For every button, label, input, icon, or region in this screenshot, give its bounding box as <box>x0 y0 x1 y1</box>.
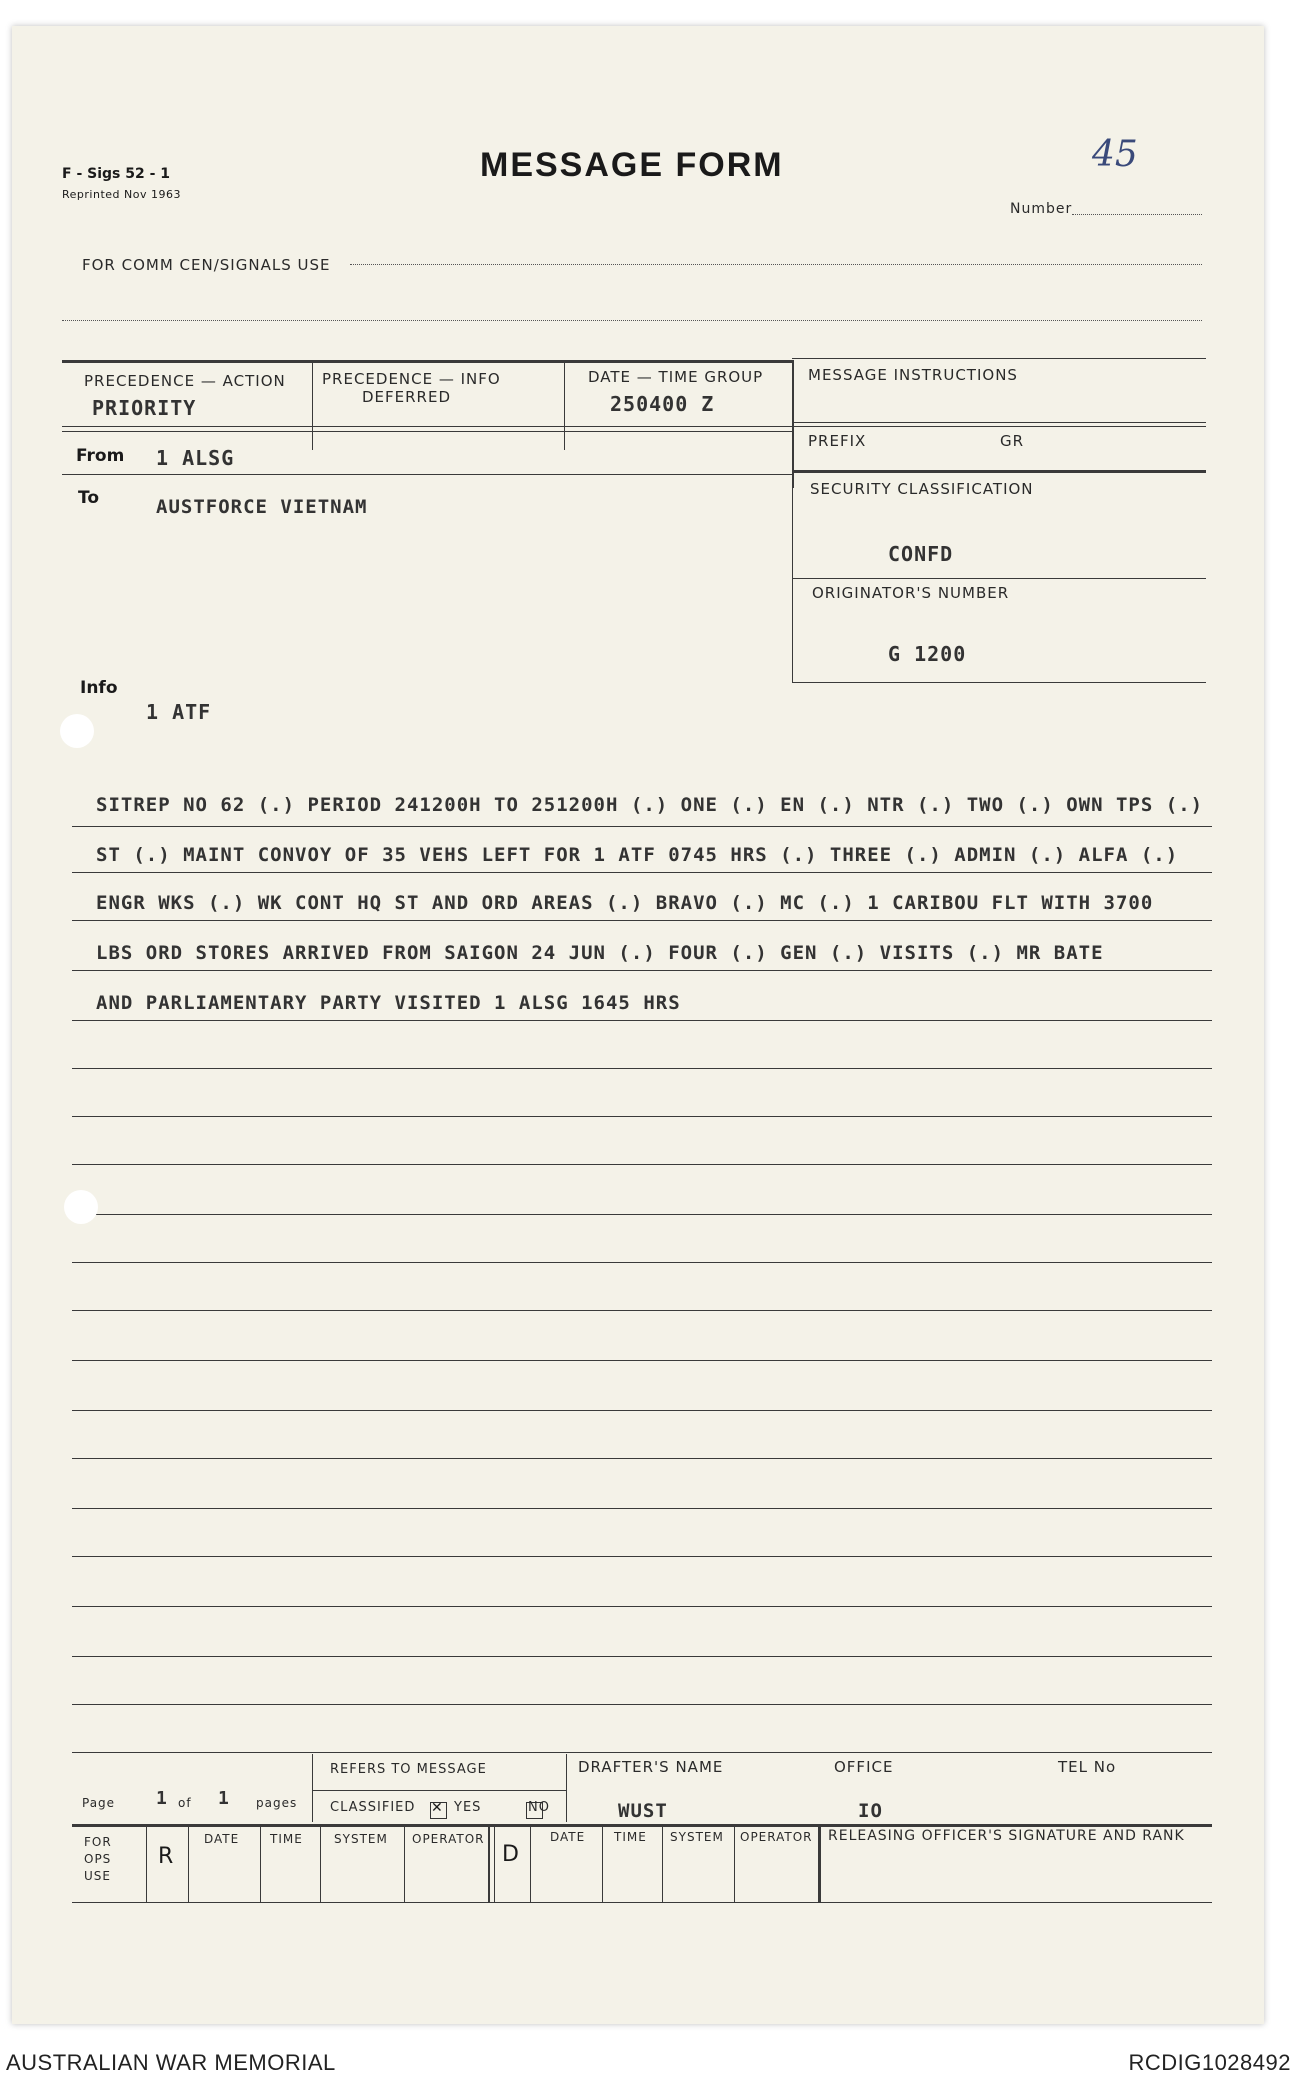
from-value: 1 ALSG <box>156 446 235 470</box>
yes-label: YES <box>454 1800 482 1815</box>
body-rule <box>72 1020 1212 1021</box>
system-label-1: SYSTEM <box>334 1832 388 1846</box>
originator-value: G 1200 <box>888 642 967 666</box>
bottom-divider-2 <box>566 1754 567 1822</box>
pages-label: pages <box>256 1796 298 1810</box>
security-label: SECURITY CLASSIFICATION <box>810 480 1034 498</box>
originator-label: ORIGINATOR'S NUMBER <box>812 584 1010 602</box>
from-rule <box>62 474 792 475</box>
body-rule <box>72 920 1212 921</box>
ops-divider <box>404 1826 405 1902</box>
refers-rule <box>312 1790 566 1791</box>
ops-divider <box>146 1826 147 1902</box>
d-label: D <box>502 1842 519 1867</box>
drafter-label: DRAFTER'S NAME <box>578 1758 724 1776</box>
header-rule-a <box>62 426 792 427</box>
reprinted-note: Reprinted Nov 1963 <box>62 188 181 201</box>
ops-divider <box>734 1826 735 1902</box>
punch-hole <box>64 1190 98 1224</box>
precedence-action-label: PRECEDENCE — ACTION <box>84 372 286 390</box>
from-label: From <box>76 446 125 466</box>
ops-label: FOR OPS USE <box>84 1835 112 1883</box>
header-divider-1 <box>312 362 313 450</box>
precedence-action-value: PRIORITY <box>92 396 197 420</box>
to-label: To <box>78 488 100 508</box>
gr-label: GR <box>1000 432 1025 450</box>
date-label-1: DATE <box>204 1832 240 1846</box>
comm-cen-line-2 <box>62 320 1202 321</box>
body-rule <box>72 970 1212 971</box>
body-rule <box>72 826 1212 827</box>
classified-label: CLASSIFIED <box>330 1800 416 1815</box>
precedence-info-label: PRECEDENCE — INFO <box>322 370 501 388</box>
ops-divider <box>260 1826 261 1902</box>
releasing-label: RELEASING OFFICER'S SIGNATURE AND RANK <box>828 1828 1185 1844</box>
header-divider-3 <box>792 360 794 488</box>
body-line-5: AND PARLIAMENTARY PARTY VISITED 1 ALSG 1645 HRS <box>96 992 681 1014</box>
ops-divider <box>602 1826 603 1902</box>
body-rule <box>72 1068 1212 1069</box>
body-rule <box>72 1410 1212 1411</box>
drafter-value: WUST <box>618 1800 668 1822</box>
page-total: 1 <box>218 1788 230 1809</box>
header-rule-b <box>62 431 792 432</box>
number-line <box>1072 214 1202 215</box>
time-label-2: TIME <box>614 1830 647 1844</box>
header-divider-2 <box>564 362 565 450</box>
classified-yes-checkbox[interactable] <box>430 1802 447 1819</box>
operator-label-1: OPERATOR <box>412 1832 485 1846</box>
of-label: of <box>178 1796 192 1810</box>
footer-record-id: RCDIG1028492 <box>1128 2050 1291 2075</box>
header-top-rule <box>62 360 792 363</box>
security-left-rule <box>792 472 793 682</box>
body-rule <box>72 1214 1212 1215</box>
body-rule <box>72 1360 1212 1361</box>
dtg-value: 250400 Z <box>610 392 715 416</box>
office-value: IO <box>858 1800 883 1822</box>
security-top-rule <box>792 470 1206 473</box>
body-rule <box>72 1310 1212 1311</box>
page-number: 1 <box>156 1788 168 1809</box>
handwritten-number: 45 <box>1092 134 1138 175</box>
ops-divider <box>188 1826 189 1902</box>
body-line-2: ST (.) MAINT CONVOY OF 35 VEHS LEFT FOR 1 ATF 0745 HRS (.) THREE (.) ADMIN (.) ALFA (.) <box>96 844 1179 866</box>
operator-label-2: OPERATOR <box>740 1830 813 1844</box>
body-rule <box>72 1556 1212 1557</box>
system-label-2: SYSTEM <box>670 1830 724 1844</box>
office-label: OFFICE <box>834 1758 894 1776</box>
footer-archive-name: AUSTRALIAN WAR MEMORIAL <box>6 2050 336 2075</box>
body-rule <box>72 1508 1212 1509</box>
ops-bottom-rule <box>72 1902 1212 1903</box>
ops-divider <box>488 1826 490 1902</box>
precedence-info-sub: DEFERRED <box>362 388 452 406</box>
ops-divider <box>662 1826 663 1902</box>
body-rule <box>72 872 1212 873</box>
ops-divider <box>530 1826 531 1902</box>
info-label: Info <box>80 678 118 698</box>
originator-bottom-rule <box>792 682 1206 683</box>
body-rule <box>72 1116 1212 1117</box>
body-rule <box>72 1752 1212 1753</box>
prefix-rule-a <box>792 422 1206 423</box>
number-label: Number <box>1010 201 1073 217</box>
body-rule <box>72 1262 1212 1263</box>
body-line-1: SITREP NO 62 (.) PERIOD 241200H TO 251200H (.) ONE (.) EN (.) NTR (.) TWO (.) OWN TPS (.) <box>96 794 1204 816</box>
prefix-label: PREFIX <box>808 432 867 450</box>
security-bottom-rule <box>792 578 1206 579</box>
tel-label: TEL No <box>1058 1758 1117 1776</box>
to-value: AUSTFORCE VIETNAM <box>156 496 368 518</box>
body-line-4: LBS ORD STORES ARRIVED FROM SAIGON 24 JUN (.) FOUR (.) GEN (.) VISITS (.) MR BATE <box>96 942 1104 964</box>
ops-divider <box>320 1826 321 1902</box>
refers-label: REFERS TO MESSAGE <box>330 1762 487 1777</box>
body-rule <box>72 1458 1212 1459</box>
ops-divider <box>494 1826 495 1902</box>
page-label: Page <box>82 1796 116 1810</box>
form-code: F - Sigs 52 - 1 <box>62 166 171 182</box>
no-label: NO <box>528 1800 550 1815</box>
body-line-3: ENGR WKS (.) WK CONT HQ ST AND ORD AREAS (.) BRAVO (.) MC (.) 1 CARIBOU FLT WITH 3700 <box>96 892 1154 914</box>
punch-hole <box>60 714 94 748</box>
r-label: R <box>158 1844 174 1869</box>
bottom-divider-1 <box>312 1754 313 1822</box>
body-rule <box>72 1656 1212 1657</box>
time-label-1: TIME <box>270 1832 303 1846</box>
comm-cen-line <box>350 264 1202 265</box>
ops-top-rule <box>72 1824 1212 1827</box>
date-label-2: DATE <box>550 1830 586 1844</box>
msg-instr-label: MESSAGE INSTRUCTIONS <box>808 366 1018 384</box>
body-rule <box>72 1704 1212 1705</box>
body-rule <box>72 1164 1212 1165</box>
comm-cen-label: FOR COMM CEN/SIGNALS USE <box>82 256 331 274</box>
security-value: CONFD <box>888 542 954 566</box>
instr-top-rule <box>792 358 1206 359</box>
ops-divider <box>818 1826 821 1902</box>
dtg-label: DATE — TIME GROUP <box>588 368 764 386</box>
prefix-rule-b <box>792 426 1206 427</box>
body-rule <box>72 1606 1212 1607</box>
form-title: MESSAGE FORM <box>480 146 784 184</box>
info-value: 1 ATF <box>146 700 212 724</box>
message-form-sheet <box>12 26 1264 2024</box>
